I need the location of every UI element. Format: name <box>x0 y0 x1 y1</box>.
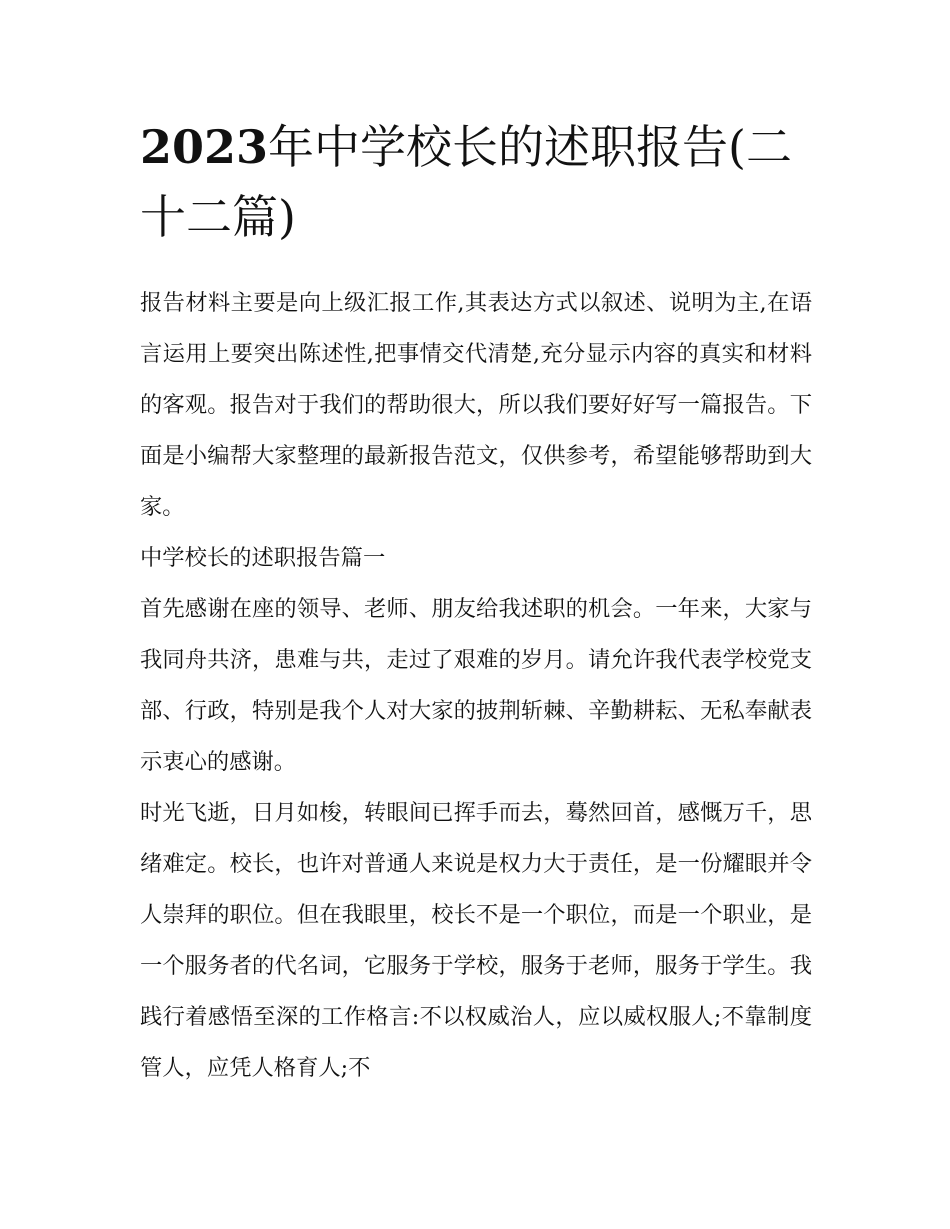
title-text: 年中学校长的述职报告(二十二篇) <box>140 120 792 244</box>
title-year: 2023 <box>140 120 269 174</box>
body-paragraph-1: 首先感谢在座的领导、老师、朋友给我述职的机会。一年来，大家与我同舟共济，患难与共，走过了艰难的岁月。请允许我代表学校党支部、行政，特别是我个人对大家的披荆斩棘、辛勤耕耘、无私奉献表示衷心的感谢。 <box>140 596 812 775</box>
document-title <box>140 112 812 252</box>
body-paragraph-2: 时光飞逝，日月如梭，转眼间已挥手而去，蓦然回首，感慨万千，思绪难定。校长，也许对普通人来说是权力大于责任，是一份耀眼并令人崇拜的职位。但在我眼里，校长不是一个职位，而是一个职业，是一个服务者的代名词，它服务于学校，服务于老师，服务于学生。我践行着感悟至深的工作格言:不以权威治人，应以威权服人;不靠制度管人，应凭人格育人;不 <box>140 800 812 1081</box>
document-content <box>140 112 812 1094</box>
intro-paragraph: 报告材料主要是向上级汇报工作,其表达方式以叙述、说明为主,在语言运用上要突出陈述性,把事情交代清楚,充分显示内容的真实和材料的客观。报告对于我们的帮助很大，所以我们要好好写一篇报告。下面是小编帮大家整理的最新报告范文，仅供参考，希望能够帮助到大家。 <box>140 290 812 520</box>
section-heading: 中学校长的述职报告篇一 <box>140 545 386 571</box>
